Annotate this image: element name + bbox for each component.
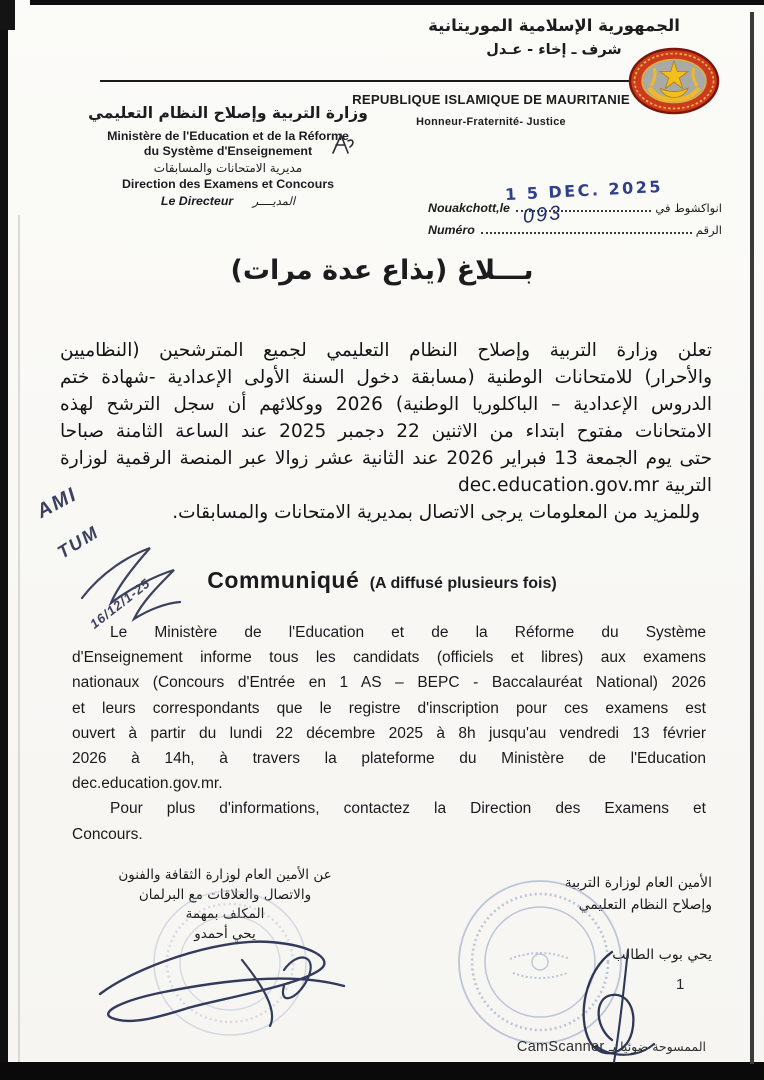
director-label-fr: Le Directeur [160,194,234,208]
ministry-block [78,104,378,208]
left-signature-icon [92,930,364,1036]
bulletin-title: بـــلاغ (يذاع عدة مرات) [230,255,534,286]
left-signatory-title-line: عن الأمين العام لوزارة الثقافة والفنون [118,867,332,883]
motto-fr: Honneur-Fraternité- Justice [416,116,566,128]
republic-title-fr: REPUBLIQUE ISLAMIQUE DE MAURITANIE [352,92,630,107]
place-label-fr: Nouakchott,le [428,201,510,215]
communique-line: dec.education.gov.mr. [72,775,223,793]
director-row [78,194,378,208]
right-signatory-title-line: الأمين العام لوزارة التربية [564,875,712,891]
header-republic-french [342,92,640,128]
scan-edge-left [0,8,8,1080]
page-number-mark: 1 [676,976,685,993]
communique-line: ouvert à partir du lundi 22 décembre 2025 à 8h jusqu'au vendredi 13 février [72,724,706,742]
scan-edge-top [30,0,764,5]
bulletin-line: التربية dec.education.gov.mr [457,475,712,496]
communique-line: Le Ministère de l'Education et de la Réforme du Système [110,624,706,641]
scan-edge-right [750,12,754,1064]
bulletin-line: والأحرار) للامتحانات الوطنية (مسابقة دخول السنة الأولى الإعدادية -شهادة ختم [60,367,712,388]
right-signatory-title-line: وإصلاح النظام التعليمي [578,897,712,913]
number-label-ar: الرقم [695,223,722,237]
ministry-name-fr-line2: du Système d'Enseignement [143,144,313,158]
communique-line: et leurs correspondants que le registre d'inscription pour ces examens est [72,699,706,717]
communique-line: 2026 à 14h, à travers la plateforme du Ministère de l'Education [72,750,706,768]
bulletin-line: وللمزيد من المعلومات يرجى الاتصال بمديرية الامتحانات والمسابقات. [172,502,700,523]
republic-title-ar: الجمهورية الإسلامية الموريتانية [428,16,680,35]
directorate-name-fr: Direction des Examens et Concours [121,177,335,191]
right-signatory-name: يحي بوب الطالب [612,947,712,963]
number-label-fr: Numéro [428,223,475,237]
bulletin-line: الامتحانات مفتوح ابتداء من الاثنين 22 دجمبر 2025 عند الساعة الثامنة صباحا [60,421,713,442]
communique-line: Pour plus d'informations, contactez la Direction des Examens et [110,800,706,818]
communique-line: d'Enseignement informe tous les candidats (officiels et libres) aux examens [72,649,706,667]
communique-title: Communiqué [207,567,360,593]
mauritania-state-seal-icon [627,46,722,116]
date-stamp: 1 5 DEC. 2025 [504,176,664,205]
handwritten-annotation-date: 16/12/1-25 [87,575,154,632]
place-label-ar: انواكشوط في [655,201,722,215]
paper-crease [18,215,20,1062]
ministry-name-fr-line1: Ministère de l'Education et de la Réforme [107,129,349,143]
communique-line: nationaux (Concours d'Entrée en 1 AS – BEPC - Baccalauréat National) 2026 [72,674,706,692]
communique-body-french [72,620,706,847]
communique-heading [0,567,764,594]
number-dotted-line [481,232,692,234]
motto-ar: شرف ـ إخاء - عـدل [486,42,622,58]
handwritten-initials-icon [330,132,356,156]
header-rule [100,80,641,82]
handwritten-annotation-word1: AMI [33,483,82,523]
director-label-ar: المديــــر [252,194,296,208]
left-signatory-role: المكلف بمهمة [185,906,265,922]
directorate-name-ar: مديرية الامتحانات والمسابقات [153,161,303,175]
ministry-name-ar: وزارة التربية وإصلاح النظام التعليمي [88,104,368,122]
scan-credit [0,1038,706,1056]
number-row [428,215,722,237]
handwritten-annotation-word2: TUM [53,521,103,563]
camscanner-label: CamScanner [516,1039,605,1055]
left-signatory-name: يحي أحمدو [194,925,256,942]
communique-line: Concours. [72,825,143,843]
scan-credit-text-ar: الممسوحة ضوئيا بـ [609,1039,706,1054]
communique-subtitle: (A diffusé plusieurs fois) [369,575,557,592]
bulletin-line: تعلن وزارة التربية وإصلاح النظام التعليمي لجميع المترشحين (النظاميين [60,340,712,361]
bulletin-line: الدروس الإعدادية – الباكلوريا الوطنية) 2026 ووكلائهم أن سجل الترشح لهذه [60,394,712,415]
scan-edge-corner [0,0,15,30]
bulletin-line: حتى يوم الجمعة 13 فبراير 2026 عند الثانية عشر زوالا عبر المنصة الرقمية لوزارة [60,448,712,469]
bulletin-body-arabic [60,337,712,526]
document-number-handwritten: 093 [521,202,564,229]
left-signatory-title-line: والاتصال والعلاقات مع البرلمان [138,886,312,903]
